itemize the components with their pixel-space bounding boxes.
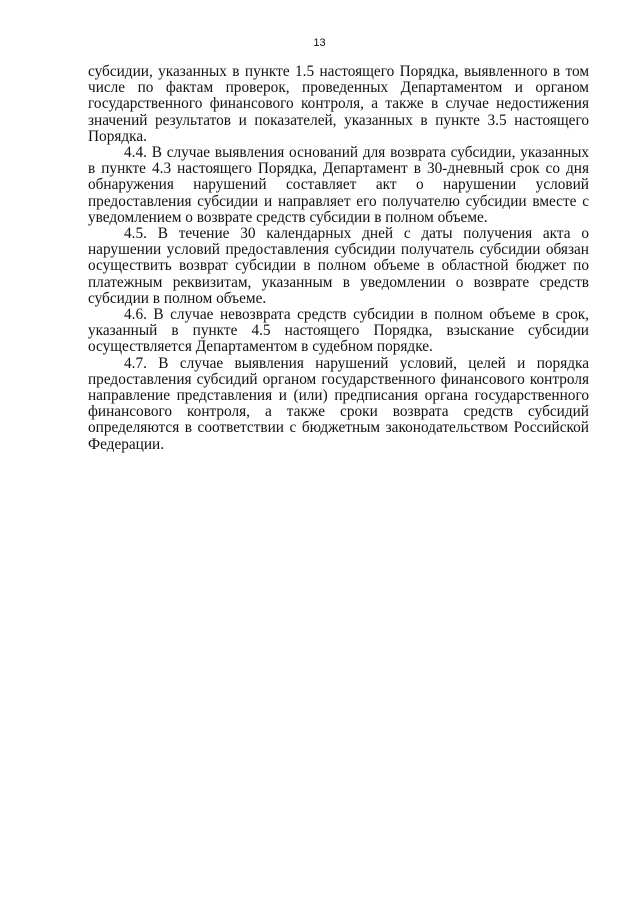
paragraph-continuation: субсидии, указанных в пункте 1.5 настоящего Порядка, выявленного в том числе по фактам проверок, проведенных Департаментом и органом государственного финансового контроля, а также в случае недостижения значений результатов и показателей, указанных в пункте 3.5 настоящего Порядка. [88, 63, 589, 145]
document-body [88, 64, 589, 453]
paragraph-4-4: 4.4. В случае выявления оснований для возврата субсидии, указанных в пункте 4.3 настоящего Порядка, Департамент в 30-дневный срок со дня обнаружения нарушений составляет акт о нарушении условий предоставления субсидии и направляет его получателю субсидии вместе с уведомлением о возврате средств субсидии в полном объеме. [88, 144, 589, 226]
page-number: 13 [313, 37, 326, 49]
paragraph-4-6: 4.6. В случае невозврата средств субсидии в полном объеме в срок, указанный в пункте 4.5 настоящего Порядка, взыскание субсидии осуществляется Департаментом в судебном порядке. [88, 306, 589, 356]
paragraph-4-7: 4.7. В случае выявления нарушений условий, целей и порядка предоставления субсидий органом государственного финансового контроля направление представления и (или) предписания органа государственного финансового контроля, а также сроки возврата средств субсидий определяются в соответствии с бюджетным законодательством Российской Федерации. [88, 354, 589, 453]
paragraph-4-5: 4.5. В течение 30 календарных дней с даты получения акта о нарушении условий предоставления субсидии получатель субсидии обязан осуществить возврат субсидии в полном объеме в областной бюджет по платежным реквизитам, указанным в уведомлении о возврате средств субсидии в полном объеме. [88, 225, 589, 307]
